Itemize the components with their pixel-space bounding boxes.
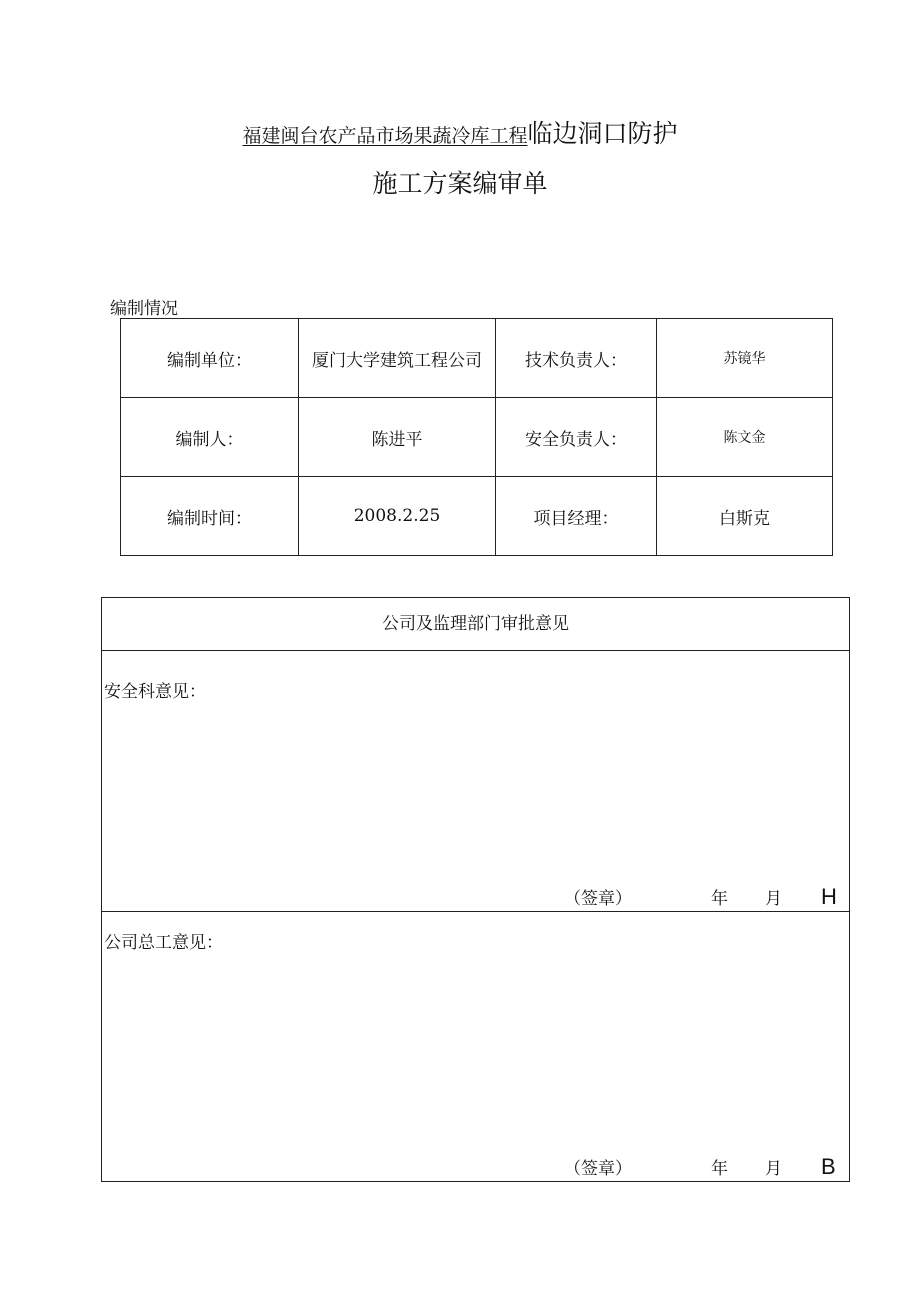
approval-box <box>101 597 850 1182</box>
value-safety-lead: 陈文金 <box>657 398 833 477</box>
value-compiling-unit: 厦门大学建筑工程公司 <box>299 319 496 398</box>
table-row <box>121 398 833 477</box>
label-safety-lead: 安全负责人： <box>496 398 657 477</box>
table-row <box>121 477 833 556</box>
value-compile-date: 2008.2.25 <box>299 477 496 556</box>
compilation-info-table <box>120 318 833 556</box>
label-compiler: 编制人： <box>121 398 299 477</box>
day-mark: H <box>821 884 837 909</box>
safety-dept-opinion-label: 安全科意见： <box>104 682 206 702</box>
label-technical-lead: 技术负责人： <box>496 319 657 398</box>
document-title-line1 <box>0 114 920 150</box>
approval-header: 公司及监理部门审批意见 <box>102 598 849 651</box>
signature-stamp-label: （签章） <box>564 1159 632 1179</box>
month-label: 月 <box>765 889 782 909</box>
year-label: 年 <box>711 889 728 909</box>
chief-engineer-opinion-section <box>102 912 849 1181</box>
chief-engineer-opinion-label: 公司总工意见： <box>104 933 223 953</box>
month-label: 月 <box>765 1159 782 1179</box>
day-mark: B <box>821 1154 836 1179</box>
compilation-section-label: 编制情况 <box>110 299 178 319</box>
label-compile-date: 编制时间： <box>121 477 299 556</box>
document-title-line2: 施工方案编审单 <box>372 169 548 198</box>
table-row <box>121 319 833 398</box>
label-compiling-unit: 编制单位： <box>121 319 299 398</box>
value-compiler: 陈进平 <box>299 398 496 477</box>
year-label: 年 <box>711 1159 728 1179</box>
label-project-manager: 项目经理： <box>496 477 657 556</box>
title-project-name: 福建闽台农产品市场果蔬冷库工程 <box>242 125 528 147</box>
value-technical-lead: 苏镜华 <box>657 319 833 398</box>
signature-stamp-label: （签章） <box>564 889 632 909</box>
title-project-scope: 临边洞口防护 <box>527 119 678 148</box>
value-project-manager: 白斯克 <box>657 477 833 556</box>
safety-dept-opinion-section <box>102 651 849 912</box>
